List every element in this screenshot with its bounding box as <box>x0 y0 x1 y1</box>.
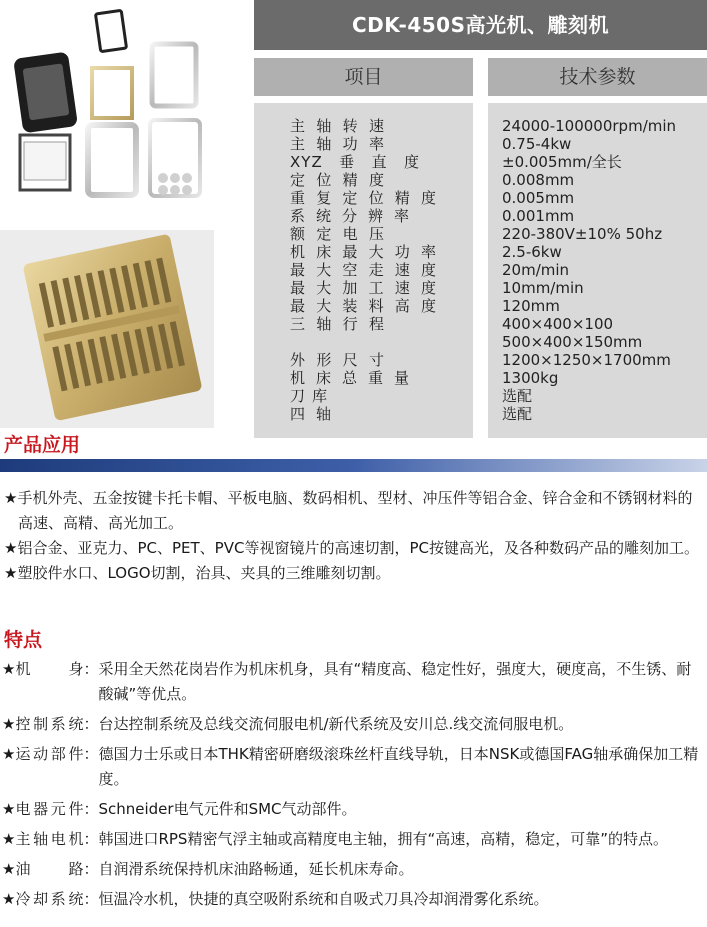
spec-item-label: 四轴 <box>290 405 332 423</box>
feature-label-text: 电器元件 <box>15 800 84 818</box>
feature-label: ★机身： <box>2 657 98 707</box>
spec-item-label: 定位精度 <box>290 171 385 189</box>
spec-item-label: 机床最大功率 <box>290 243 437 261</box>
spec-param-value: 0.005mm <box>502 189 575 207</box>
star-icon: ★ <box>2 660 16 678</box>
feature-label: ★冷却系统： <box>2 887 98 912</box>
spec-param-value: 选配 <box>502 387 533 405</box>
list-item <box>2 857 705 882</box>
list-item <box>2 887 705 912</box>
features-list <box>2 657 705 917</box>
spec-item-label: XYZ垂直度 <box>290 153 420 171</box>
applications-list <box>4 486 704 586</box>
star-icon: ★ <box>4 564 18 582</box>
application-text: 塑胶件水口、LOGO切割，治具、夹具的三维雕刻切割。 <box>17 564 391 582</box>
star-icon: ★ <box>2 715 16 733</box>
application-text: 铝合金、亚克力、PC、PET、PVC等视窗镜片的高速切割，PC按键高光，及各种数码产品的雕刻加工。 <box>17 539 699 557</box>
feature-label: ★主轴电机： <box>2 827 98 852</box>
star-icon: ★ <box>2 860 16 878</box>
spec-param-value: 0.001mm <box>502 207 575 225</box>
spec-item-label: 三轴行程 <box>290 315 385 333</box>
spec-item-label: 重复定位精度 <box>290 189 437 207</box>
spec-param-value: 400×400×100 <box>502 315 614 333</box>
feature-label-text: 机身 <box>15 660 84 678</box>
feature-text: 恒温冷水机，快捷的真空吸附系统和自吸式刀具冷却润滑雾化系统。 <box>98 890 549 908</box>
spec-header-param: 技术参数 <box>488 58 707 96</box>
feature-label: ★运动部件： <box>2 742 98 792</box>
section-divider <box>0 459 707 472</box>
spec-param-list <box>502 117 702 423</box>
spec-param-value: 选配 <box>502 405 533 423</box>
list-item <box>2 657 705 707</box>
list-item <box>4 561 704 586</box>
star-icon: ★ <box>2 830 16 848</box>
spec-item-label: 额定电压 <box>290 225 385 243</box>
list-item <box>2 742 705 792</box>
feature-text: 韩国进口RPS精密气浮主轴或高精度电主轴，拥有“高速，高精，稳定，可靠”的特点。 <box>98 830 669 848</box>
star-icon: ★ <box>2 800 16 818</box>
brass-part-illustration <box>0 230 214 428</box>
spec-param-value: 24000-100000rpm/min <box>502 117 677 135</box>
feature-text: 德国力士乐或日本THK精密研磨级滚珠丝杆直线导轨，日本NSK或德国FAG轴承确保加工精度。 <box>98 745 699 788</box>
spec-item-label: 最大装料高度 <box>290 297 437 315</box>
feature-text: 台达控制系统及总线交流伺服电机/新代系统及安川总.线交流伺服电机。 <box>98 715 574 733</box>
spec-item-label: 最大加工速度 <box>290 279 437 297</box>
spec-item-label: 机床总重量 <box>290 369 410 387</box>
spec-param-value: 1200×1250×1700mm <box>502 351 671 369</box>
star-icon: ★ <box>2 890 16 908</box>
feature-text: 采用全天然花岗岩作为机床机身，具有“精度高、稳定性好，强度大，硬度高，不生锈、耐酸碱”等优点。 <box>98 660 692 703</box>
spec-header-item: 项目 <box>254 58 473 96</box>
list-item <box>2 712 705 737</box>
spec-item-list <box>290 117 465 423</box>
feature-label: ★控制系统： <box>2 712 98 737</box>
features-title: 特点 <box>4 629 43 651</box>
phone-frame-parts-illustration <box>0 0 214 205</box>
phone-frame-parts-photo <box>0 0 214 205</box>
star-icon: ★ <box>4 489 18 507</box>
applications-title: 产品应用 <box>4 434 81 456</box>
spec-item-label: 最大空走速度 <box>290 261 437 279</box>
spec-item-label: 主轴转速 <box>290 117 385 135</box>
feature-label: ★油路： <box>2 857 98 882</box>
spec-param-value: 220-380V±10% 50hz <box>502 225 663 243</box>
feature-label-text: 运动部件 <box>15 745 84 763</box>
spec-item-label: 系统分辨率 <box>290 207 410 225</box>
spec-item-label: 主轴功率 <box>290 135 385 153</box>
feature-label-text: 油路 <box>15 860 84 878</box>
list-item <box>2 827 705 852</box>
feature-label-text: 控制系统 <box>15 715 84 733</box>
list-item <box>2 797 705 822</box>
spec-param-value: ±0.005mm/全长 <box>502 153 622 171</box>
star-icon: ★ <box>4 539 18 557</box>
feature-text: Schneider电气元件和SMC气动部件。 <box>98 800 357 818</box>
spec-param-value: 0.008mm <box>502 171 575 189</box>
feature-label: ★电器元件： <box>2 797 98 822</box>
machined-brass-part-photo <box>0 230 214 428</box>
star-icon: ★ <box>2 745 16 763</box>
spec-param-value: 120mm <box>502 297 560 315</box>
application-text: 手机外壳、五金按键卡托卡帽、平板电脑、数码相机、型材、冲压件等铝合金、锌合金和不锈钢材料的高速、高精、高光加工。 <box>17 489 693 532</box>
spec-param-value: 1300kg <box>502 369 559 387</box>
list-item <box>4 536 704 561</box>
spec-param-value: 0.75-4kw <box>502 135 572 153</box>
spec-param-value: 10mm/min <box>502 279 584 297</box>
feature-label-text: 主轴电机 <box>15 830 84 848</box>
spec-item-label: 刀库 <box>290 387 328 405</box>
page-title: CDK-450S高光机、雕刻机 <box>254 0 707 50</box>
feature-label-text: 冷却系统 <box>15 890 84 908</box>
feature-text: 自润滑系统保持机床油路畅通，延长机床寿命。 <box>98 860 414 878</box>
spec-item-label: 外形尺寸 <box>290 351 385 369</box>
spec-param-value: 500×400×150mm <box>502 333 643 351</box>
spec-param-value: 2.5-6kw <box>502 243 562 261</box>
list-item <box>4 486 704 536</box>
spec-param-value: 20m/min <box>502 261 570 279</box>
